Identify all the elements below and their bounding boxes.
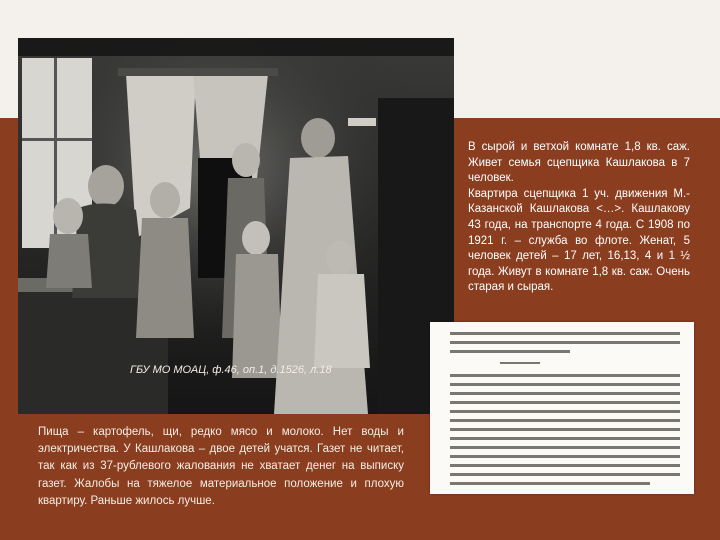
description-details: Квартира сцепщика 1 уч. движения М.-Казанской Кашлакова <…>. Кашлакову 43 года, на транспорте 4 года. С 1908 по 1921 г. – служба во флоте. Женат, 5 человек детей – 17 лет, 16,13, 4 и 1 ½ года. Живут в комнате 1,8 кв. саж. Очень старая и сырая. [468,187,690,294]
description-intro: В сырой и ветхой комнате 1,8 кв. саж. Живет семья сцепщика Кашлакова в 7 человек. [468,141,690,185]
family-description [468,140,690,296]
archival-document-scan [430,322,694,494]
living-conditions-text: Пища – картофель, щи, редко мясо и молоко. Нет воды и электричества. У Кашлакова – двое детей учатся. Газет не читает, так как из 37-рублевого жалования не хватает денег на выписку газет. Жалобы на тяжелое материальное положение и плохую квартиру. Раньше жилось лучше. [38,426,404,507]
archival-photo [18,38,454,414]
photo-credit: ГБУ МО МОАЦ, ф.46, оп.1, д.1526, л.18 [130,364,332,376]
